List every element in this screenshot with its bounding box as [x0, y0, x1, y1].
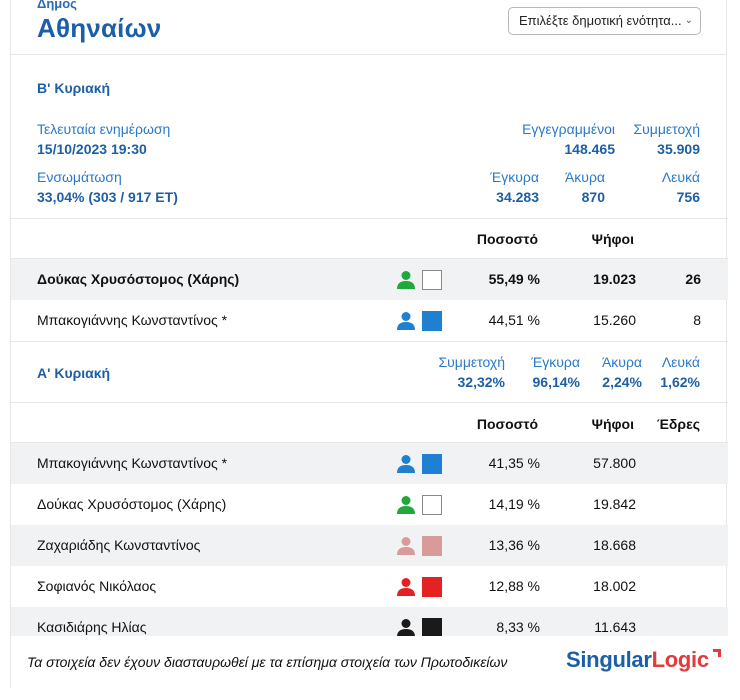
divider — [11, 402, 728, 403]
candidate-percent: 55,49 % — [488, 271, 540, 287]
candidate-votes: 18.668 — [593, 537, 636, 553]
candidate-person-icon — [396, 536, 416, 556]
municipality-name: Αθηναίων — [37, 13, 162, 43]
table-row[interactable] — [11, 484, 728, 525]
candidate-person-icon — [396, 577, 416, 597]
valid-label: Έγκυρα — [490, 169, 539, 185]
candidate-percent: 44,51 % — [488, 312, 540, 328]
a-valid-value: 96,14% — [532, 374, 580, 390]
municipality-label: Δημος — [37, 0, 77, 11]
footer — [11, 636, 728, 688]
divider — [11, 341, 728, 342]
turnout-value: 35.909 — [657, 141, 700, 157]
party-color-swatch — [422, 270, 442, 290]
a-invalid-label: Άκυρα — [601, 354, 642, 370]
candidate-person-icon — [396, 495, 416, 515]
candidate-person-icon — [396, 270, 416, 290]
party-color-swatch — [422, 577, 442, 597]
round-b-title: Β' Κυριακή — [37, 80, 111, 96]
party-color-swatch — [422, 618, 442, 638]
candidate-name: Ζαχαριάδης Κωνσταντίνος — [37, 537, 201, 553]
divider — [11, 218, 728, 219]
candidate-percent: 8,33 % — [496, 619, 540, 635]
logo-part-logic: Logic — [651, 647, 709, 672]
invalid-value: 870 — [581, 189, 605, 205]
candidate-votes: 18.002 — [593, 578, 636, 594]
candidate-percent: 41,35 % — [488, 455, 540, 471]
table-row[interactable] — [11, 443, 728, 484]
candidate-person-icon — [396, 454, 416, 474]
candidate-votes: 19.842 — [593, 496, 636, 512]
party-color-swatch — [422, 454, 442, 474]
table-row[interactable] — [11, 525, 728, 566]
candidate-name: Σοφιανός Νικόλαος — [37, 578, 157, 594]
candidate-votes: 57.800 — [593, 455, 636, 471]
a-blank-value: 1,62% — [660, 374, 700, 390]
disclaimer-text: Τα στοιχεία δεν έχουν διασταυρωθεί με τα επίσημα στοιχεία των Πρωτοδικείων — [27, 654, 508, 670]
candidate-seats: 26 — [685, 271, 701, 287]
round-a-col-seats: Έδρες — [656, 416, 700, 432]
blank-value: 756 — [676, 189, 700, 205]
table-row[interactable] — [11, 566, 728, 607]
candidate-name: Μπακογιάννης Κωνσταντίνος * — [37, 312, 228, 328]
candidate-percent: 12,88 % — [488, 578, 540, 594]
round-a-title: Α' Κυριακή — [37, 365, 111, 381]
party-color-swatch — [422, 495, 442, 515]
results-panel — [10, 0, 727, 688]
last-update-value: 15/10/2023 19:30 — [37, 141, 147, 157]
valid-value: 34.283 — [496, 189, 539, 205]
blank-label: Λευκά — [661, 169, 700, 185]
header — [11, 0, 726, 55]
round-b-col-votes: Ψήφοι — [591, 231, 634, 247]
registered-label: Εγγεγραμμένοι — [522, 121, 615, 137]
turnout-label: Συμμετοχή — [633, 121, 700, 137]
round-a-col-percent: Ποσοστό — [476, 416, 538, 432]
party-color-swatch — [422, 311, 442, 331]
a-invalid-value: 2,24% — [602, 374, 642, 390]
round-a-col-votes: Ψήφοι — [591, 416, 634, 432]
candidate-person-icon — [396, 311, 416, 331]
singularlogic-logo[interactable] — [566, 647, 709, 673]
round-b-col-percent: Ποσοστό — [476, 231, 538, 247]
candidate-percent: 13,36 % — [488, 537, 540, 553]
logo-part-singular: Singular — [566, 647, 652, 672]
a-valid-label: Έγκυρα — [531, 354, 580, 370]
candidate-name: Δούκας Χρυσόστομος (Χάρης) — [37, 271, 240, 287]
candidate-seats: 8 — [693, 312, 701, 328]
integration-label: Ενσωμάτωση — [37, 169, 122, 185]
table-row[interactable] — [11, 300, 728, 341]
party-color-swatch — [422, 536, 442, 556]
candidate-name: Κασιδιάρης Ηλίας — [37, 619, 147, 635]
candidate-name: Μπακογιάννης Κωνσταντίνος * — [37, 455, 228, 471]
unit-select-value: Επιλέξτε δημοτική ενότητα... — [519, 13, 682, 28]
candidate-votes: 15.260 — [593, 312, 636, 328]
candidate-votes: 11.643 — [594, 619, 636, 635]
unit-select[interactable] — [508, 7, 701, 35]
a-blank-label: Λευκά — [661, 354, 700, 370]
candidate-person-icon — [396, 618, 416, 638]
candidate-percent: 14,19 % — [488, 496, 540, 512]
logo-corner-icon — [713, 649, 721, 657]
a-turnout-value: 32,32% — [457, 374, 505, 390]
registered-value: 148.465 — [564, 141, 615, 157]
chevron-down-icon: ⌄ — [684, 15, 693, 26]
candidate-votes: 19.023 — [593, 271, 636, 287]
a-turnout-label: Συμμετοχή — [438, 354, 505, 370]
invalid-label: Άκυρα — [564, 169, 605, 185]
integration-value: 33,04% (303 / 917 ΕΤ) — [37, 189, 178, 205]
candidate-name: Δούκας Χρυσόστομος (Χάρης) — [37, 496, 227, 512]
table-row[interactable] — [11, 259, 728, 300]
last-update-label: Τελευταία ενημέρωση — [37, 121, 171, 137]
